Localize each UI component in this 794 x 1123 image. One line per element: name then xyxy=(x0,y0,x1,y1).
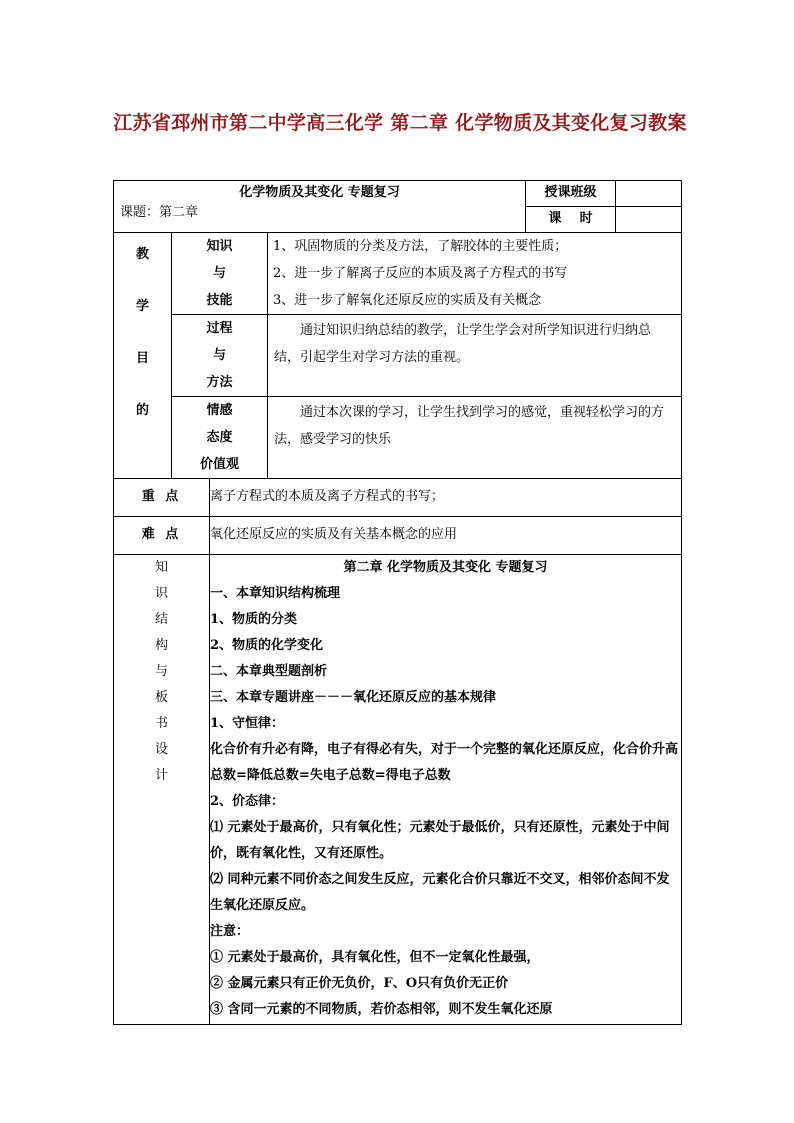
board-label xyxy=(114,555,210,1025)
board-line: 2、物质的化学变化 xyxy=(210,638,324,653)
board-line: 化合价有升必有降，电子有得必有失，对于一个完整的氧化还原反应，化合价升高总数=降低总数=失电子总数=得电子总数 xyxy=(210,742,679,783)
board-line: 1、物质的分类 xyxy=(210,612,298,627)
board-label-char: 结 xyxy=(154,612,168,627)
process-label xyxy=(172,315,268,397)
board-line: ① 元素处于最高价，具有氧化性，但不一定氧化性最强， xyxy=(210,950,540,965)
board-line: ⑴ 元素处于最高价，只有氧化性；元素处于最低价，只有还原性，元素处于中间价，既有氧化性，又有还原性。 xyxy=(210,820,670,861)
class-value xyxy=(616,181,682,207)
lesson-plan-table xyxy=(113,180,682,1025)
knowledge-item: 2、进一步了解离子反应的本质及离子方程式的书写 xyxy=(273,266,568,281)
process-label-line: 过程 xyxy=(206,321,233,336)
difficulty-text: 氧化还原反应的实质及有关基本概念的应用 xyxy=(210,517,682,555)
hours-value xyxy=(616,207,682,233)
process-label-line: 与 xyxy=(212,348,226,363)
topic-title: 化学物质及其变化 专题复习 xyxy=(239,185,400,200)
emotion-label-line: 价值观 xyxy=(199,457,239,472)
knowledge-label-line: 与 xyxy=(212,266,226,281)
emotion-text: 通过本次课的学习，让学生找到学习的感觉，重视轻松学习的方法，感受学习的快乐 xyxy=(274,405,665,447)
board-line: 三、本章专题讲座－－－氧化还原反应的基本规律 xyxy=(210,690,497,705)
knowledge-label-line: 知识 xyxy=(206,239,233,254)
board-line: 一、本章知识结构梳理 xyxy=(210,586,341,601)
process-text: 通过知识归纳总结的教学，让学生学会对所学知识进行归纳总结，引起学生对学习方法的重视。 xyxy=(274,323,652,365)
process-content xyxy=(268,315,682,397)
board-label-char: 构 xyxy=(154,638,168,653)
board-content xyxy=(210,555,682,1025)
objectives-char: 目 xyxy=(135,351,149,366)
board-line: ③ 含同一元素的不同物质，若价态相邻，则不发生氧化还原 xyxy=(210,1002,553,1017)
hours-label: 课 时 xyxy=(526,207,616,233)
emotion-label xyxy=(172,397,268,479)
topic-cell xyxy=(114,181,526,233)
objectives-label xyxy=(114,233,172,479)
board-line: 2、价态律： xyxy=(210,794,285,809)
board-line: 二、本章典型题剖析 xyxy=(210,664,328,679)
board-label-char: 与 xyxy=(154,664,168,679)
board-label-char: 板 xyxy=(154,690,168,705)
knowledge-label-line: 技能 xyxy=(206,293,233,308)
knowledge-item: 1、巩固物质的分类及方法，了解胶体的主要性质； xyxy=(273,239,568,254)
key-point-text: 离子方程式的本质及离子方程式的书写； xyxy=(210,479,682,517)
objectives-char: 学 xyxy=(135,299,149,314)
emotion-content xyxy=(268,397,682,479)
board-line: ② 金属元素只有正价无负价，F、O只有负价无正价 xyxy=(210,976,509,991)
objectives-char: 教 xyxy=(135,247,149,262)
document-title: 江苏省邳州市第二中学高三化学 第二章 化学物质及其变化复习教案 xyxy=(113,112,687,134)
knowledge-label xyxy=(172,233,268,315)
knowledge-content xyxy=(268,233,682,315)
emotion-label-line: 情感 xyxy=(206,403,233,418)
topic-label: 课题：第二章 xyxy=(120,205,199,220)
knowledge-item: 3、进一步了解氧化还原反应的实质及有关概念 xyxy=(273,293,542,308)
emotion-label-line: 态度 xyxy=(206,430,233,445)
board-line: 注意： xyxy=(210,924,250,939)
board-line: 1、守恒律： xyxy=(210,716,285,731)
board-label-char: 设 xyxy=(154,742,168,757)
board-line: ⑵ 同种元素不同价态之间发生反应，元素化合价只靠近不交叉，相邻价态间不发生氧化还原反应。 xyxy=(210,872,670,913)
board-label-char: 识 xyxy=(154,586,168,601)
class-label: 授课班级 xyxy=(526,181,616,207)
board-label-char: 书 xyxy=(154,716,168,731)
process-label-line: 方法 xyxy=(206,375,233,390)
board-label-char: 知 xyxy=(154,560,168,575)
board-label-char: 计 xyxy=(154,768,168,783)
board-heading: 第二章 化学物质及其变化 专题复习 xyxy=(343,560,548,575)
key-point-label: 重 点 xyxy=(114,479,210,517)
difficulty-label: 难 点 xyxy=(114,517,210,555)
objectives-char: 的 xyxy=(135,403,149,418)
